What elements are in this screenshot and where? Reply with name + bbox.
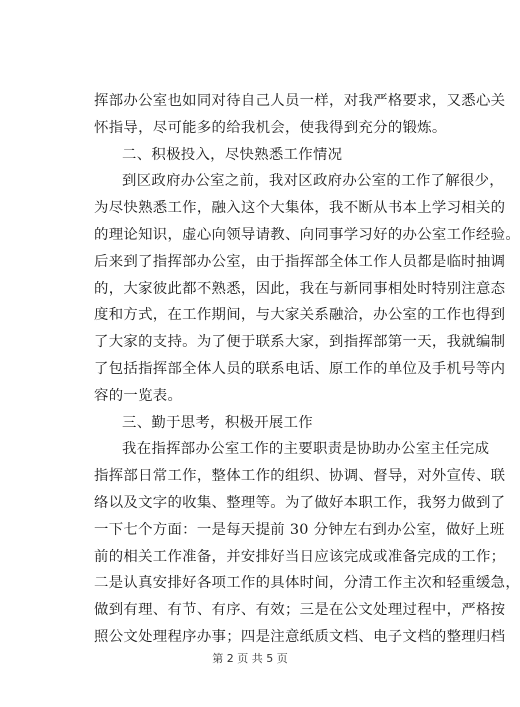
text-line-19: 二是认真安排好各项工作的具体时间，分清工作主次和轻重缓急， xyxy=(94,575,520,592)
document-body xyxy=(94,88,520,651)
section-heading-3: 三、勤于思考，积极开展工作 xyxy=(122,414,313,431)
page-footer: 第 2 页 共 5 页 xyxy=(212,652,288,665)
text-line-5: 为尽快熟悉工作，融入这个大集体，我不断从书本上学习相关的 xyxy=(94,200,506,217)
text-line-16: 络以及文字的收集、整理等。为了做好本职工作，我努力做到了 xyxy=(94,494,506,511)
text-line-4: 到区政府办公室之前，我对区政府办公室的工作了解很少， xyxy=(122,173,504,190)
text-line-18: 前的相关工作准备，并安排好当日应该完成或准备完成的工作； xyxy=(94,548,506,565)
text-line-10: 了大家的支持。为了便于联系大家，到指挥部第一天，我就编制 xyxy=(94,334,506,351)
text-line-1: 挥部办公室也如同对待自己人员一样，对我严格要求，又悉心关 xyxy=(94,93,506,109)
text-line-7: 后来到了指挥部办公室，由于指挥部全体工作人员都是临时抽调 xyxy=(94,253,506,270)
text-line-17: 一下七个方面：一是每天提前 30 分钟左右到办公室，做好上班 xyxy=(94,521,505,538)
text-line-11: 了包括指挥部全体人员的联系电话、原工作的单位及手机号等内 xyxy=(94,360,506,377)
section-heading-2: 二、积极投入，尽快熟悉工作情况 xyxy=(122,146,343,163)
text-line-14: 我在指挥部办公室工作的主要职责是协助办公室主任完成 xyxy=(122,441,490,458)
text-line-9: 度和方式，在工作期间，与大家关系融洽，办公室的工作也得到 xyxy=(94,307,506,324)
text-line-2: 怀指导，尽可能多的给我机会，使我得到充分的锻炼。 xyxy=(94,119,447,136)
text-line-6: 的理论知识，虚心向领导请教、向同事学习好的办公室工作经验。 xyxy=(94,226,520,243)
text-line-8: 的，大家彼此都不熟悉，因此，我在与新同事相处时特别注意态 xyxy=(94,280,506,297)
text-line-15: 指挥部日常工作，整体工作的组织、协调、督导，对外宣传、联 xyxy=(94,468,506,485)
text-line-12: 容的一览表。 xyxy=(94,387,183,404)
text-line-20: 做到有理、有节、有序、有效；三是在公文处理过程中，严格按 xyxy=(94,602,506,619)
text-line-21: 照公文处理程序办事；四是注意纸质文档、电子文档的整理归档 xyxy=(94,628,506,645)
